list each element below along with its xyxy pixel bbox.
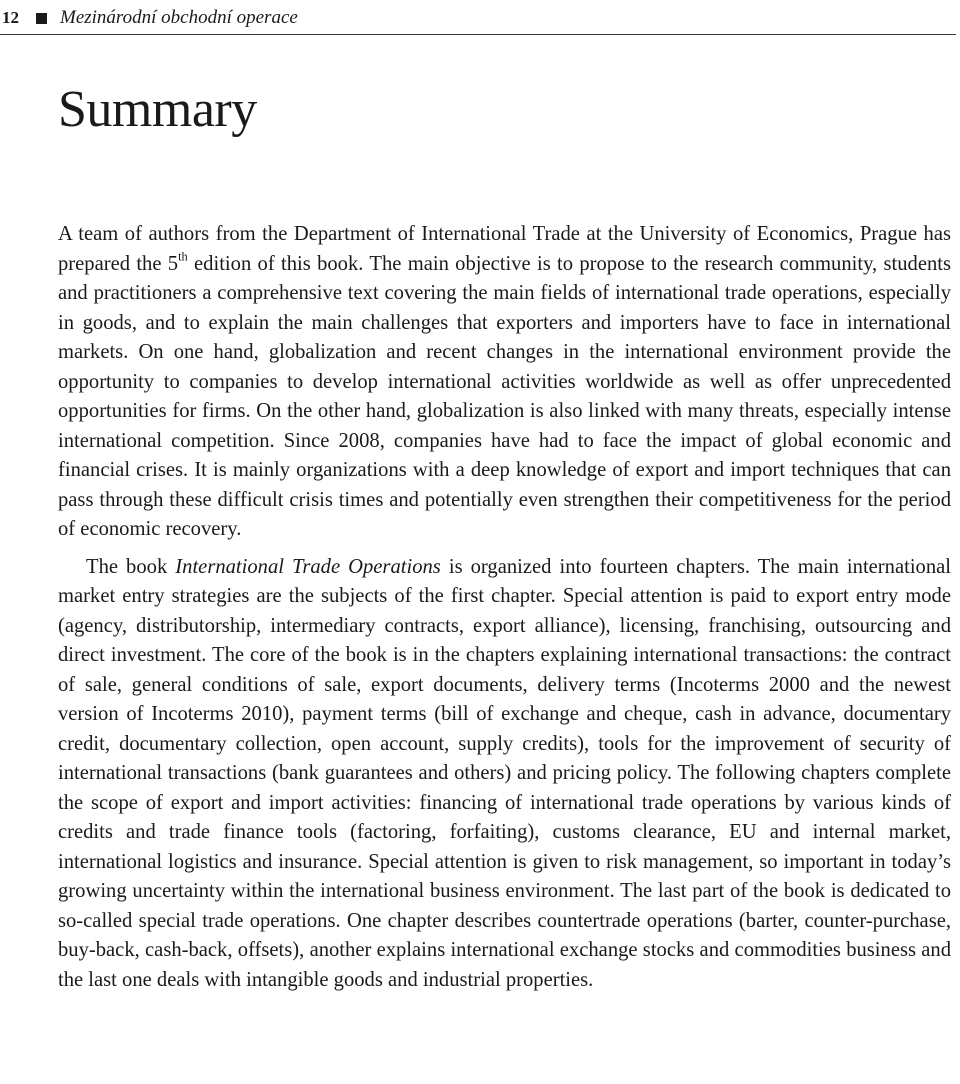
running-title: Mezinárodní obchodní operace (60, 7, 298, 28)
paragraph-2-text-rest: is organized into fourteen chapters. The main international market entry strategies are the subjects of the first chapter. Special attention is paid to export entry mode (agency, distributorship, intermediary contracts, export alliance), licensing, franchising, outsourcing and direct investment. The core of the book is in the chapters explaining international transactions: the contract of sale, general conditions of sale, export documents, delivery terms (Incoterms 2000 and the newest version of Incoterms 2010), payment terms (bill of exchange and cheque, cash in advance, documentary credit, documentary collection, open account, supply credits), tools for the improvement of security of international transactions (bank guarantees and others) and pricing policy. The following chapters complete the scope of export and import activities: financing of international trade operations by various kinds of credits and trade finance tools (factoring, forfaiting), customs clearance, EU and internal market, international logistics and insurance. Special attention is given to risk management, so important in today’s growing uncertainty within the international business environment. The last part of the book is dedicated to so-called special trade operations. One chapter describes countertrade operations (barter, counter-purchase, buy-back, cash-back, offsets), another explains international exchange stocks and commodities business and the last one deals with intangible goods and industrial properties. (58, 555, 951, 991)
paragraph-1-text-rest: edition of this book. The main objective is to propose to the research community, students and practitioners a comprehensive text covering the main fields of international trade operations, especially in goods, and to explain the main challenges that exporters and importers have to face in international markets. On one hand, globalization and recent changes in the international environment provide the opportunity to companies to develop international activities worldwide as well as offer unprecedented opportunities for firms. On the other hand, globalization is also linked with many threats, especially intense international competition. Since 2008, companies have had to face the impact of global economic and financial crises. It is mainly organizations with a deep knowledge of export and import techniques that can pass through these difficult crisis times and potentially even strengthen their competitiveness for the period of economic recovery. (58, 252, 951, 540)
page-number: 12 (2, 8, 19, 27)
edition-superscript: th (178, 249, 188, 264)
paragraph-2 (58, 553, 951, 996)
square-bullet-icon (36, 13, 47, 24)
book-title: International Trade Operations (175, 555, 441, 578)
running-header (0, 6, 956, 35)
paragraph-1-text-start: A team of authors from the Department of International Trade at the University of Economics, Prague has prepared the 5 (58, 223, 951, 275)
paragraph-1 (58, 220, 951, 545)
summary-body (58, 220, 951, 995)
paragraph-2-text-start: The book (86, 555, 176, 578)
section-title: Summary (58, 81, 257, 138)
